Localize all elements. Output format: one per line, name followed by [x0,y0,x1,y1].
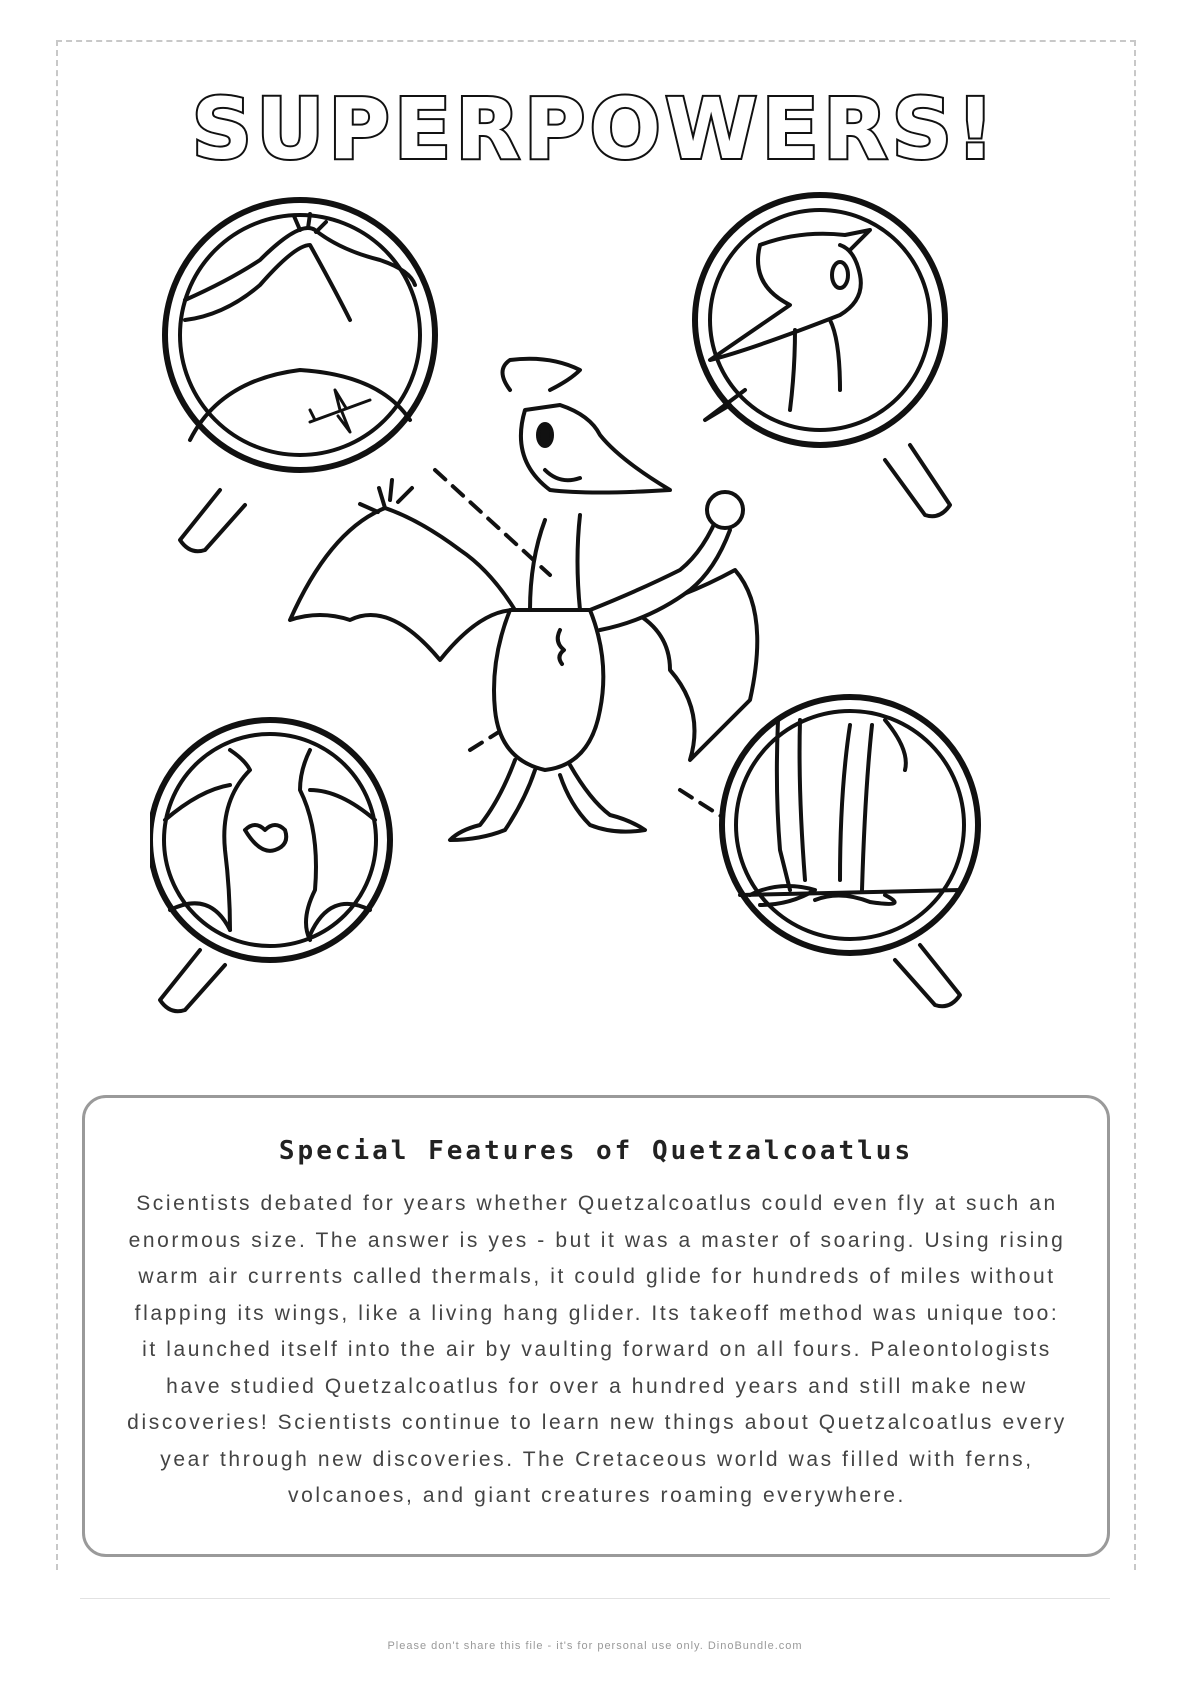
info-heading: Special Features of Quetzalcoatlus [278,1136,914,1166]
coloring-illustration [150,190,1040,1080]
footer-note: Please don't share this file - it's for personal use only. DinoBundle.com [387,1640,803,1652]
info-body-text: Scientists debated for years whether Quetzalcoatlus could even fly at such an enormous size. The answer is yes - but it was a master of soaring. Using rising warm air currents called thermals, it could glide for hundreds of miles without flapping its wings, like a living hang glider. Its takeoff method was unique too: it launched itself into the air by vaulting forward on all fours. Paleontologists have studied Quetzalcoatlus for over a hundred years and still make new discoveries! Scientists continue to learn new things about Quetzalcoatlus every year through new discoveries. The Cretaceous world was filled with ferns, volcanoes, and giant creatures roaming everywhere. [127,1192,1067,1507]
footer-divider [80,1598,1110,1599]
title-container [0,80,1190,178]
head-magnifier-icon [695,195,950,516]
wing-magnifier-icon [165,200,435,551]
legs-magnifier-icon [722,697,978,1006]
page-title: SUPERPOWERS! [191,80,999,178]
info-box [82,1095,1110,1557]
body-magnifier-icon [150,720,390,1011]
